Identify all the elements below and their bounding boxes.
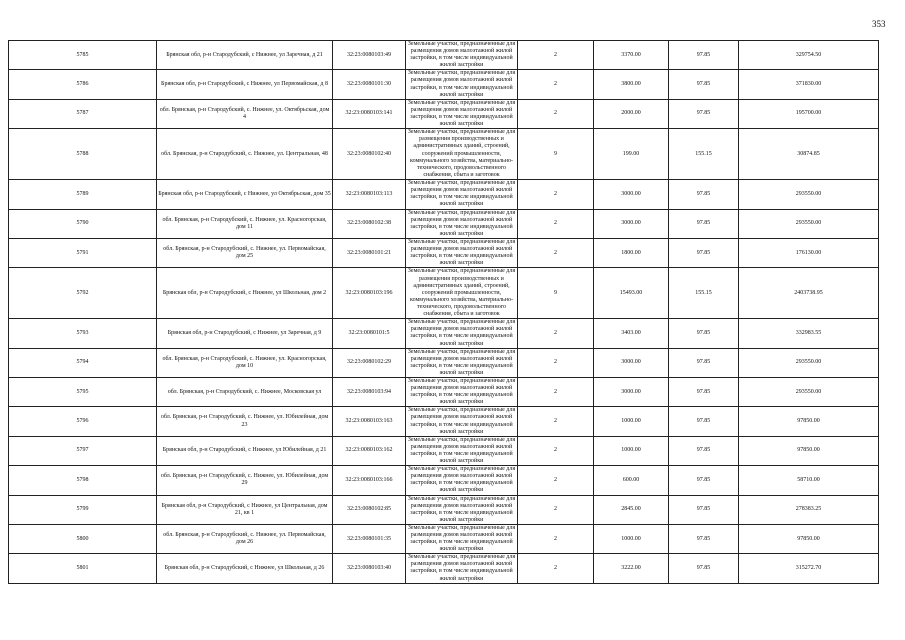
specific-value-cell: 97.85 [669, 238, 739, 267]
land-use-cell: Земельные участки, предназначенные для размещения производственных и административных зданий, строений, сооружений промышленности, коммунального хозяйства, материально-технического, продовольственного снабжения, сбыта и заготовок [406, 129, 518, 180]
group-number-cell: 2 [518, 99, 594, 128]
cadastral-number-cell: 32:23:0080103:163 [333, 407, 406, 436]
table-row [9, 268, 879, 319]
land-use-cell: Земельные участки, предназначенные для размещения домов малоэтажной жилой застройки, в том числе индивидуальной жилой застройки [406, 348, 518, 377]
table-row [9, 436, 879, 465]
cadastral-number-cell: 32:23:0080103:94 [333, 378, 406, 407]
cadastral-value-cell: 58710.00 [739, 466, 879, 495]
cadastral-number-cell: 32:23:0080101:35 [333, 524, 406, 553]
table-row [9, 129, 879, 180]
specific-value-cell: 97.85 [669, 495, 739, 524]
area-cell: 1000.00 [594, 407, 669, 436]
land-use-cell: Земельные участки, предназначенные для размещения домов малоэтажной жилой застройки, в том числе индивидуальной жилой застройки [406, 238, 518, 267]
table-row [9, 495, 879, 524]
row-number-cell: 5786 [9, 70, 157, 99]
address-cell: обл. Брянская, р-н Стародубский, с. Нижнее, ул. Первомайская, дом 25 [157, 238, 333, 267]
cadastral-value-cell: 332983.55 [739, 319, 879, 348]
address-cell: обл. Брянская, р-н Стародубский, с. Нижнее, Московская ул [157, 378, 333, 407]
group-number-cell: 2 [518, 436, 594, 465]
area-cell: 3370.00 [594, 41, 669, 70]
land-use-cell: Земельные участки, предназначенные для размещения домов малоэтажной жилой застройки, в том числе индивидуальной жилой застройки [406, 554, 518, 583]
group-number-cell: 2 [518, 238, 594, 267]
specific-value-cell: 97.85 [669, 209, 739, 238]
specific-value-cell: 97.85 [669, 436, 739, 465]
cadastral-number-cell: 32:23:0080103:40 [333, 554, 406, 583]
cadastral-number-cell: 32:23:0080103:113 [333, 180, 406, 209]
table-row [9, 407, 879, 436]
group-number-cell: 2 [518, 407, 594, 436]
address-cell: Брянская обл, р-н Стародубский, с Нижнее, ул Школьная, дом 2 [157, 268, 333, 319]
area-cell: 199.00 [594, 129, 669, 180]
row-number-cell: 5791 [9, 238, 157, 267]
cadastral-value-cell: 293550.00 [739, 378, 879, 407]
cadastral-number-cell: 32:23:0080102:29 [333, 348, 406, 377]
cadastral-number-cell: 32:23:0080102:85 [333, 495, 406, 524]
table-row [9, 319, 879, 348]
group-number-cell: 2 [518, 319, 594, 348]
cadastral-value-cell: 315272.70 [739, 554, 879, 583]
land-use-cell: Земельные участки, предназначенные для размещения домов малоэтажной жилой застройки, в том числе индивидуальной жилой застройки [406, 495, 518, 524]
cadastral-value-cell: 293550.00 [739, 348, 879, 377]
area-cell: 3000.00 [594, 348, 669, 377]
table-row [9, 70, 879, 99]
specific-value-cell: 97.85 [669, 524, 739, 553]
land-use-cell: Земельные участки, предназначенные для размещения домов малоэтажной жилой застройки, в том числе индивидуальной жилой застройки [406, 41, 518, 70]
address-cell: Брянская обл, р-н Стародубский, с Нижнее, ул Школьная, д 26 [157, 554, 333, 583]
row-number-cell: 5794 [9, 348, 157, 377]
address-cell: обл. Брянская, р-н Стародубский, с. Нижнее, ул. Юбилейная, дом 29 [157, 466, 333, 495]
cadastral-value-cell: 293550.00 [739, 180, 879, 209]
group-number-cell: 2 [518, 495, 594, 524]
area-cell: 3000.00 [594, 209, 669, 238]
cadastral-number-cell: 32:23:0080101:5 [333, 319, 406, 348]
table-row [9, 99, 879, 128]
address-cell: обл. Брянская, р-н Стародубский, с. Нижнее, ул. Красногорская, дом 11 [157, 209, 333, 238]
address-cell: Брянская обл, р-н Стародубский, с Нижнее, ул Центральная, дом 21, кв 1 [157, 495, 333, 524]
address-cell: обл. Брянская, р-н Стародубский, с. Нижнее, ул. Красногорская, дом 10 [157, 348, 333, 377]
group-number-cell: 2 [518, 70, 594, 99]
area-cell: 3000.00 [594, 378, 669, 407]
cadastral-value-cell: 97850.00 [739, 407, 879, 436]
cadastral-value-cell: 329754.50 [739, 41, 879, 70]
area-cell: 2000.00 [594, 99, 669, 128]
cadastral-number-cell: 32:23:0080102:40 [333, 129, 406, 180]
address-cell: Брянская обл, р-н Стародубский, с Нижнее, ул Юбилейная, д 21 [157, 436, 333, 465]
row-number-cell: 5788 [9, 129, 157, 180]
specific-value-cell: 97.85 [669, 70, 739, 99]
table-row [9, 41, 879, 70]
address-cell: обл. Брянская, р-н Стародубский, с. Нижнее, ул. Юбилейная, дом 23 [157, 407, 333, 436]
specific-value-cell: 97.85 [669, 348, 739, 377]
row-number-cell: 5799 [9, 495, 157, 524]
land-use-cell: Земельные участки, предназначенные для размещения домов малоэтажной жилой застройки, в том числе индивидуальной жилой застройки [406, 70, 518, 99]
specific-value-cell: 155.15 [669, 129, 739, 180]
table-body [9, 41, 879, 584]
table-row [9, 238, 879, 267]
cadastral-number-cell: 32:23:0080103:196 [333, 268, 406, 319]
specific-value-cell: 97.85 [669, 466, 739, 495]
area-cell: 3222.00 [594, 554, 669, 583]
specific-value-cell: 97.85 [669, 378, 739, 407]
cadastral-value-cell: 293550.00 [739, 209, 879, 238]
row-number-cell: 5796 [9, 407, 157, 436]
land-use-cell: Земельные участки, предназначенные для размещения домов малоэтажной жилой застройки, в том числе индивидуальной жилой застройки [406, 436, 518, 465]
group-number-cell: 2 [518, 554, 594, 583]
group-number-cell: 2 [518, 209, 594, 238]
table-row [9, 466, 879, 495]
group-number-cell: 9 [518, 268, 594, 319]
land-use-cell: Земельные участки, предназначенные для размещения домов малоэтажной жилой застройки, в том числе индивидуальной жилой застройки [406, 180, 518, 209]
land-use-cell: Земельные участки, предназначенные для размещения домов малоэтажной жилой застройки, в том числе индивидуальной жилой застройки [406, 209, 518, 238]
row-number-cell: 5797 [9, 436, 157, 465]
cadastral-value-cell: 195700.00 [739, 99, 879, 128]
land-use-cell: Земельные участки, предназначенные для размещения домов малоэтажной жилой застройки, в том числе индивидуальной жилой застройки [406, 524, 518, 553]
specific-value-cell: 97.85 [669, 41, 739, 70]
address-cell: обл. Брянская, р-н Стародубский, с. Нижнее, ул. Октябрьская, дом 4 [157, 99, 333, 128]
area-cell: 1000.00 [594, 436, 669, 465]
row-number-cell: 5789 [9, 180, 157, 209]
group-number-cell: 2 [518, 41, 594, 70]
cadastral-value-table [8, 40, 879, 584]
cadastral-value-cell: 371830.00 [739, 70, 879, 99]
specific-value-cell: 97.85 [669, 407, 739, 436]
land-use-cell: Земельные участки, предназначенные для размещения домов малоэтажной жилой застройки, в том числе индивидуальной жилой застройки [406, 466, 518, 495]
group-number-cell: 2 [518, 524, 594, 553]
land-use-cell: Земельные участки, предназначенные для размещения производственных и административных зданий, строений, сооружений промышленности, коммунального хозяйства, материально-технического, продовольственного снабжения, сбыта и заготовок [406, 268, 518, 319]
address-cell: Брянская обл, р-н Стародубский, с Нижнее, ул Первомайская, д 8 [157, 70, 333, 99]
cadastral-number-cell: 32:23:0080103:141 [333, 99, 406, 128]
row-number-cell: 5800 [9, 524, 157, 553]
land-use-cell: Земельные участки, предназначенные для размещения домов малоэтажной жилой застройки, в том числе индивидуальной жилой застройки [406, 378, 518, 407]
row-number-cell: 5787 [9, 99, 157, 128]
row-number-cell: 5790 [9, 209, 157, 238]
cadastral-number-cell: 32:23:0080103:162 [333, 436, 406, 465]
specific-value-cell: 155.15 [669, 268, 739, 319]
address-cell: Брянская обл, р-н Стародубский, с Нижнее, ул Заречная, д 21 [157, 41, 333, 70]
area-cell: 600.00 [594, 466, 669, 495]
specific-value-cell: 97.85 [669, 554, 739, 583]
table-row [9, 378, 879, 407]
row-number-cell: 5801 [9, 554, 157, 583]
area-cell: 3403.00 [594, 319, 669, 348]
group-number-cell: 2 [518, 378, 594, 407]
table-row [9, 554, 879, 583]
table-row [9, 524, 879, 553]
table-row [9, 209, 879, 238]
area-cell: 1000.00 [594, 524, 669, 553]
area-cell: 3800.00 [594, 70, 669, 99]
cadastral-number-cell: 32:23:0080101:30 [333, 70, 406, 99]
row-number-cell: 5793 [9, 319, 157, 348]
land-use-cell: Земельные участки, предназначенные для размещения домов малоэтажной жилой застройки, в том числе индивидуальной жилой застройки [406, 407, 518, 436]
table-row [9, 348, 879, 377]
row-number-cell: 5798 [9, 466, 157, 495]
row-number-cell: 5792 [9, 268, 157, 319]
group-number-cell: 2 [518, 180, 594, 209]
area-cell: 2845.00 [594, 495, 669, 524]
address-cell: Брянская обл, р-н Стародубский, с Нижнее, ул Октябрьская, дом 35 [157, 180, 333, 209]
land-use-cell: Земельные участки, предназначенные для размещения домов малоэтажной жилой застройки, в том числе индивидуальной жилой застройки [406, 319, 518, 348]
area-cell: 15493.00 [594, 268, 669, 319]
cadastral-value-cell: 97850.00 [739, 436, 879, 465]
cadastral-value-cell: 278383.25 [739, 495, 879, 524]
address-cell: обл. Брянская, р-н Стародубский, с. Нижнее, ул. Первомайская, дом 26 [157, 524, 333, 553]
row-number-cell: 5795 [9, 378, 157, 407]
area-cell: 3000.00 [594, 180, 669, 209]
cadastral-value-cell: 176130.00 [739, 238, 879, 267]
cadastral-number-cell: 32:23:0080103:166 [333, 466, 406, 495]
page-number: 353 [872, 19, 886, 29]
cadastral-value-cell: 30874.85 [739, 129, 879, 180]
cadastral-value-cell: 2403738.95 [739, 268, 879, 319]
specific-value-cell: 97.85 [669, 180, 739, 209]
group-number-cell: 2 [518, 466, 594, 495]
address-cell: Брянская обл, р-н Стародубский, с Нижнее, ул Заречная, д 9 [157, 319, 333, 348]
group-number-cell: 2 [518, 348, 594, 377]
cadastral-number-cell: 32:23:0080102:38 [333, 209, 406, 238]
address-cell: обл. Брянская, р-н Стародубский, с. Нижнее, ул. Центральная, 48 [157, 129, 333, 180]
row-number-cell: 5785 [9, 41, 157, 70]
land-use-cell: Земельные участки, предназначенные для размещения домов малоэтажной жилой застройки, в том числе индивидуальной жилой застройки [406, 99, 518, 128]
area-cell: 1800.00 [594, 238, 669, 267]
table-row [9, 180, 879, 209]
specific-value-cell: 97.85 [669, 99, 739, 128]
cadastral-number-cell: 32:23:0080101:21 [333, 238, 406, 267]
specific-value-cell: 97.85 [669, 319, 739, 348]
cadastral-value-cell: 97850.00 [739, 524, 879, 553]
group-number-cell: 9 [518, 129, 594, 180]
cadastral-number-cell: 32:23:0080103:49 [333, 41, 406, 70]
